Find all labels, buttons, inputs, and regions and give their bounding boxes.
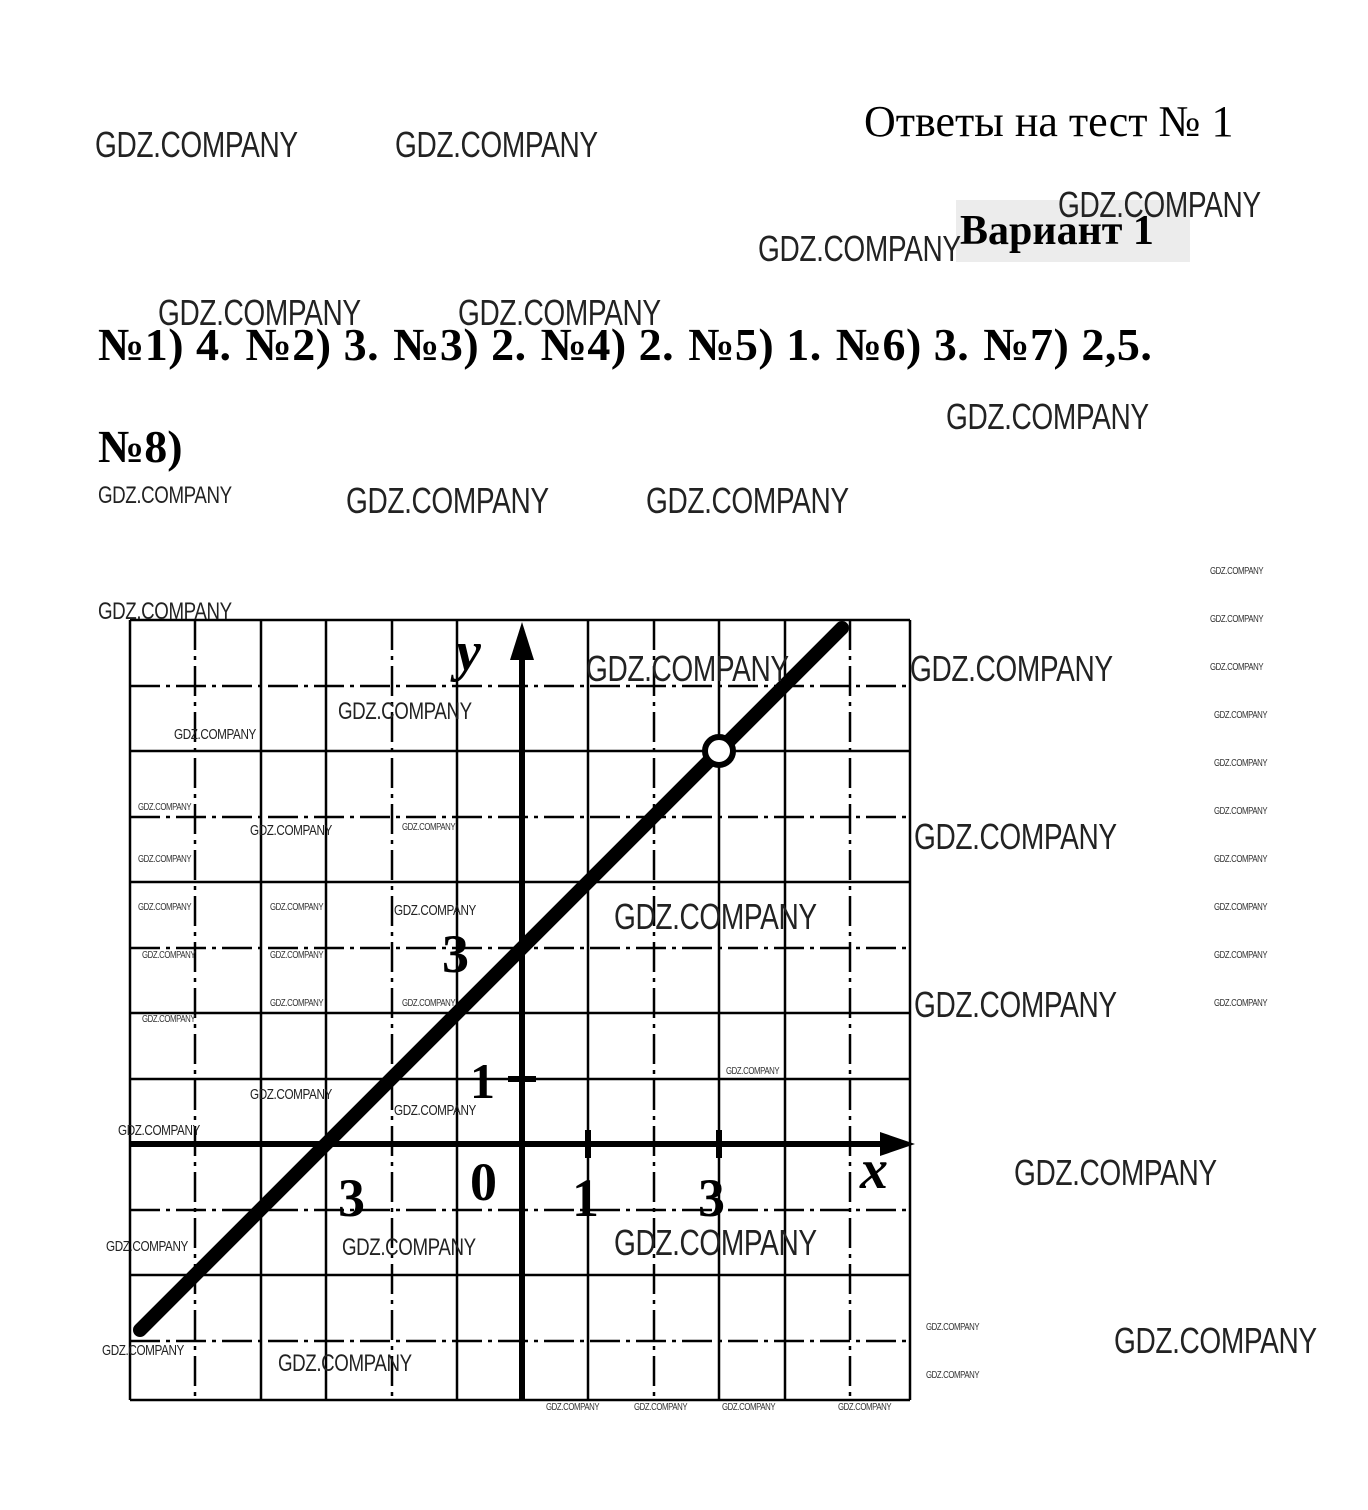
watermark: GDZ.COMPANY: [98, 482, 232, 509]
y-tick-label-3: 3: [442, 924, 469, 984]
watermark: GDZ.COMPANY: [95, 124, 298, 165]
x-tick-label-1: 1: [572, 1168, 599, 1228]
watermark: GDZ.COMPANY: [1214, 710, 1268, 721]
watermark: GDZ.COMPANY: [634, 1402, 688, 1413]
answer-5: №5) 1.: [688, 319, 822, 370]
variant-label: Вариант 1: [956, 200, 1190, 262]
watermark: GDZ.COMPANY: [270, 998, 324, 1009]
watermark: GDZ.COMPANY: [914, 816, 1117, 857]
watermark: GDZ.COMPANY: [98, 598, 232, 625]
answer-7: №7) 2,5.: [983, 319, 1153, 370]
watermark: GDZ.COMPANY: [142, 1014, 196, 1025]
watermark: GDZ.COMPANY: [250, 822, 332, 839]
watermark: GDZ.COMPANY: [722, 1402, 776, 1413]
watermark: GDZ.COMPANY: [395, 124, 598, 165]
watermark: GDZ.COMPANY: [142, 950, 196, 961]
watermark: GDZ.COMPANY: [614, 1222, 817, 1263]
watermark: GDZ.COMPANY: [402, 998, 456, 1009]
watermark: GDZ.COMPANY: [270, 950, 324, 961]
watermark: GDZ.COMPANY: [118, 1122, 200, 1139]
watermark: GDZ.COMPANY: [1214, 854, 1268, 865]
watermark: GDZ.COMPANY: [270, 902, 324, 913]
watermark: GDZ.COMPANY: [1210, 566, 1264, 577]
watermark: GDZ.COMPANY: [1210, 662, 1264, 673]
watermark: GDZ.COMPANY: [646, 480, 849, 521]
watermark: GDZ.COMPANY: [1214, 950, 1268, 961]
watermark: GDZ.COMPANY: [1058, 184, 1261, 225]
watermark: GDZ.COMPANY: [614, 896, 817, 937]
watermark: GDZ.COMPANY: [138, 802, 192, 813]
answer-6: №6) 3.: [835, 319, 970, 370]
x-axis-label: x: [860, 1139, 888, 1201]
watermark: GDZ.COMPANY: [1214, 902, 1268, 913]
answer-4: №4) 2.: [540, 319, 675, 370]
answer-1: №1) 4.: [98, 319, 232, 370]
origin-label: 0: [470, 1152, 497, 1212]
watermark: GDZ.COMPANY: [1114, 1320, 1317, 1361]
watermark: GDZ.COMPANY: [926, 1322, 980, 1333]
watermark: GDZ.COMPANY: [1014, 1152, 1217, 1193]
answer-3: №3) 2.: [393, 319, 527, 370]
watermark: GDZ.COMPANY: [102, 1342, 184, 1359]
watermark: GDZ.COMPANY: [914, 984, 1117, 1025]
watermark: GDZ.COMPANY: [458, 292, 661, 333]
watermark: GDZ.COMPANY: [174, 726, 256, 743]
y-axis-arrow: [510, 622, 534, 660]
watermark: GDZ.COMPANY: [250, 1086, 332, 1103]
watermark: GDZ.COMPANY: [346, 480, 549, 521]
watermark: GDZ.COMPANY: [138, 902, 192, 913]
y-axis-label: y: [456, 621, 481, 683]
watermark: GDZ.COMPANY: [158, 292, 361, 333]
watermark: GDZ.COMPANY: [138, 854, 192, 865]
watermark: GDZ.COMPANY: [726, 1066, 780, 1077]
watermark: GDZ.COMPANY: [342, 1234, 476, 1261]
answer-8-label: №8): [98, 421, 183, 472]
excluded-point: [705, 737, 733, 765]
watermark: GDZ.COMPANY: [1210, 614, 1264, 625]
watermark: GDZ.COMPANY: [402, 822, 456, 833]
watermark: GDZ.COMPANY: [946, 396, 1149, 437]
watermark: GDZ.COMPANY: [394, 902, 476, 919]
watermark: GDZ.COMPANY: [278, 1350, 412, 1377]
watermark: GDZ.COMPANY: [758, 228, 961, 269]
x-tick-label-neg3: 3: [338, 1168, 365, 1228]
test-title: Ответы на тест № 1: [864, 97, 1234, 146]
watermark: GDZ.COMPANY: [926, 1370, 980, 1381]
watermark: GDZ.COMPANY: [106, 1238, 188, 1255]
watermark: GDZ.COMPANY: [586, 648, 789, 689]
watermark: GDZ.COMPANY: [1214, 758, 1268, 769]
watermark: GDZ.COMPANY: [1214, 806, 1268, 817]
watermark: GDZ.COMPANY: [546, 1402, 600, 1413]
answer-2: №2) 3.: [245, 319, 380, 370]
watermark: GDZ.COMPANY: [338, 698, 472, 725]
x-tick-label-3: 3: [698, 1168, 725, 1228]
watermark: GDZ.COMPANY: [394, 1102, 476, 1119]
watermark: GDZ.COMPANY: [910, 648, 1113, 689]
y-tick-label-1: 1: [470, 1053, 495, 1109]
watermark: GDZ.COMPANY: [838, 1402, 892, 1413]
watermark: GDZ.COMPANY: [1214, 998, 1268, 1009]
